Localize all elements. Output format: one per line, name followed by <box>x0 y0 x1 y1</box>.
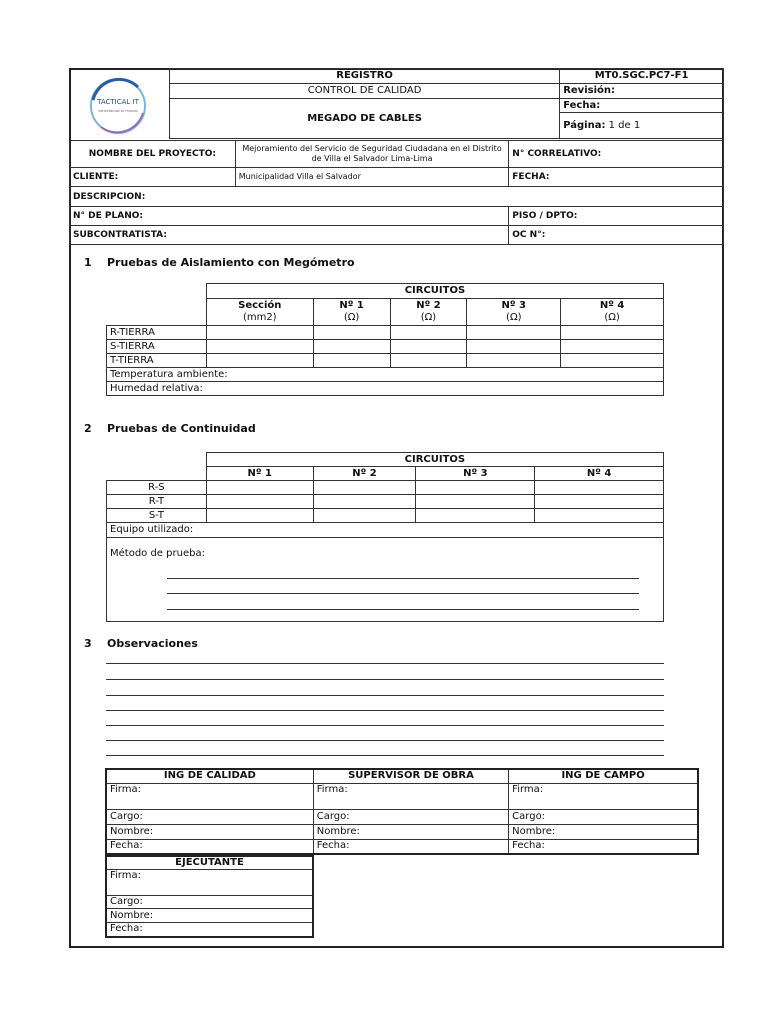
ejecutante-table <box>105 855 314 938</box>
fecha-field[interactable]: Fecha: <box>106 839 313 854</box>
row-label: R-S <box>107 481 207 495</box>
cont-col-n1: Nº 1 <box>206 467 313 481</box>
cargo-field[interactable]: Cargo: <box>313 809 508 824</box>
col-n2 <box>390 299 467 326</box>
fecha-header-label: Fecha: <box>560 99 724 113</box>
nombre-field[interactable]: Nombre: <box>509 824 698 839</box>
observaciones-line <box>106 695 664 696</box>
observaciones-line <box>106 755 664 756</box>
temperatura-label[interactable]: Temperatura ambiente: <box>107 368 664 382</box>
firma-field[interactable]: Firma: <box>106 870 313 896</box>
nombre-field[interactable]: Nombre: <box>313 824 508 839</box>
col-n2-label: Nº 2 <box>416 300 441 311</box>
nombre-proyecto-value: Mejoramiento del Servicio de Seguridad Ciudadana en el Distrito de Villa el Salvador Lima-Lima <box>235 141 509 168</box>
cell-input[interactable] <box>313 340 390 354</box>
fecha-field[interactable]: Fecha: <box>313 839 508 854</box>
cell-input[interactable] <box>416 481 535 495</box>
cell-input[interactable] <box>467 326 561 340</box>
nombre-field[interactable]: Nombre: <box>106 909 313 923</box>
header-table <box>169 68 724 139</box>
table-row <box>107 340 664 354</box>
cont-col-n2: Nº 2 <box>313 467 416 481</box>
pagina-label: Página: <box>563 119 606 131</box>
col-n3-label: Nº 3 <box>501 300 526 311</box>
row-label: T-TIERRA <box>107 354 207 368</box>
cell-input[interactable] <box>206 481 313 495</box>
descripcion-label: DESCRIPCION: <box>70 187 724 207</box>
col-n2-unit: (Ω) <box>420 312 437 323</box>
nombre-proyecto-label: NOMBRE DEL PROYECTO: <box>70 141 236 168</box>
signatures-table <box>105 768 699 855</box>
humedad-label[interactable]: Humedad relativa: <box>107 382 664 396</box>
cell-input[interactable] <box>535 481 664 495</box>
document-code: MT0.SGC.PC7-F1 <box>560 69 724 84</box>
cell-input[interactable] <box>416 495 535 509</box>
col-n3 <box>467 299 561 326</box>
equipo-label[interactable]: Equipo utilizado: <box>107 523 664 538</box>
cell-input[interactable] <box>467 340 561 354</box>
cont-col-n4: Nº 4 <box>535 467 664 481</box>
cell-input[interactable] <box>535 509 664 523</box>
control-calidad-label: CONTROL DE CALIDAD <box>170 84 560 99</box>
cell-input[interactable] <box>313 481 416 495</box>
nombre-field[interactable]: Nombre: <box>106 824 313 839</box>
fecha-field[interactable]: Fecha: <box>509 839 698 854</box>
cell-input[interactable] <box>206 326 313 340</box>
table-row <box>107 509 664 523</box>
pagina-value: 1 de 1 <box>608 119 641 131</box>
cell-input[interactable] <box>390 326 467 340</box>
pagina-cell <box>560 113 724 139</box>
megado-title: MEGADO DE CABLES <box>170 99 560 139</box>
col-n3-unit: (Ω) <box>506 312 522 323</box>
circuitos-header: CIRCUITOS <box>206 284 663 299</box>
metodo-line <box>167 609 639 610</box>
piso-label: PISO / DPTO: <box>509 207 724 226</box>
col-n1-unit: (Ω) <box>343 312 360 323</box>
row-label: S-TIERRA <box>107 340 207 354</box>
observaciones-line <box>106 663 664 664</box>
section3-title: Observaciones <box>107 637 198 650</box>
cell-input[interactable] <box>206 340 313 354</box>
revision-label: Revisión: <box>560 84 724 99</box>
col-n1-label: Nº 1 <box>339 300 364 311</box>
fecha-label: FECHA: <box>509 168 724 187</box>
seccion-header <box>206 299 313 326</box>
cell-input[interactable] <box>561 326 664 340</box>
cell-input[interactable] <box>535 495 664 509</box>
metodo-label[interactable]: Método de prueba: <box>107 538 664 622</box>
tactical-it-logo <box>83 75 153 137</box>
subcontratista-label: SUBCONTRATISTA: <box>70 226 509 245</box>
firma-field[interactable]: Firma: <box>509 783 698 809</box>
ing-calidad-header: ING DE CALIDAD <box>106 769 313 783</box>
cell-input[interactable] <box>467 354 561 368</box>
table-row <box>107 354 664 368</box>
registro-label: REGISTRO <box>170 69 560 84</box>
col-n4-label: Nº 4 <box>599 300 625 311</box>
cell-input[interactable] <box>206 354 313 368</box>
cont-col-n3: Nº 3 <box>416 467 535 481</box>
cell-input[interactable] <box>416 509 535 523</box>
row-label: S-T <box>107 509 207 523</box>
metodo-line <box>167 578 639 579</box>
continuidad-table <box>106 452 664 622</box>
table-row <box>107 481 664 495</box>
circuitos-header-2: CIRCUITOS <box>206 453 663 467</box>
col-n1 <box>313 299 390 326</box>
cargo-field[interactable]: Cargo: <box>106 896 313 909</box>
observaciones-line <box>106 710 664 711</box>
section1-number: 1 <box>84 256 92 269</box>
cell-input[interactable] <box>206 495 313 509</box>
firma-field[interactable]: Firma: <box>106 783 313 809</box>
supervisor-header: SUPERVISOR DE OBRA <box>313 769 508 783</box>
svg-text:TACTICAL IT: TACTICAL IT <box>97 98 139 106</box>
cell-input[interactable] <box>313 354 390 368</box>
cargo-field[interactable]: Cargo: <box>509 809 698 824</box>
row-label: R-T <box>107 495 207 509</box>
mm2-label: (mm2) <box>242 312 277 323</box>
project-info-table <box>69 140 724 245</box>
observaciones-line <box>106 740 664 741</box>
table-row <box>107 326 664 340</box>
firma-field[interactable]: Firma: <box>313 783 508 809</box>
row-label: R-TIERRA <box>107 326 207 340</box>
section2-number: 2 <box>84 422 92 435</box>
cliente-label: CLIENTE: <box>70 168 236 187</box>
cell-input[interactable] <box>313 326 390 340</box>
seccion-label: Sección <box>238 300 282 311</box>
cliente-value: Municipalidad Villa el Salvador <box>235 168 509 187</box>
svg-text:conectamos tu mundo: conectamos tu mundo <box>98 109 138 113</box>
fecha-field[interactable]: Fecha: <box>106 923 313 937</box>
cargo-field[interactable]: Cargo: <box>106 809 313 824</box>
metodo-line <box>167 593 639 594</box>
observaciones-line <box>106 679 664 680</box>
ing-campo-header: ING DE CAMPO <box>509 769 698 783</box>
cell-input[interactable] <box>313 509 416 523</box>
cell-input[interactable] <box>390 354 467 368</box>
section1-title: Pruebas de Aislamiento con Megómetro <box>107 256 355 269</box>
section2-title: Pruebas de Continuidad <box>107 422 256 435</box>
oc-label: OC N°: <box>509 226 724 245</box>
observaciones-line <box>106 725 664 726</box>
cell-input[interactable] <box>561 354 664 368</box>
col-n4 <box>561 299 664 326</box>
aislamiento-table <box>106 283 664 396</box>
cell-input[interactable] <box>313 495 416 509</box>
correlativo-label: N° CORRELATIVO: <box>509 141 724 168</box>
section3-number: 3 <box>84 637 92 650</box>
table-row <box>107 495 664 509</box>
ejecutante-header: EJECUTANTE <box>106 856 313 870</box>
plano-label: N° DE PLANO: <box>70 207 509 226</box>
cell-input[interactable] <box>561 340 664 354</box>
cell-input[interactable] <box>390 340 467 354</box>
cell-input[interactable] <box>206 509 313 523</box>
col-n4-unit: (Ω) <box>604 312 620 323</box>
